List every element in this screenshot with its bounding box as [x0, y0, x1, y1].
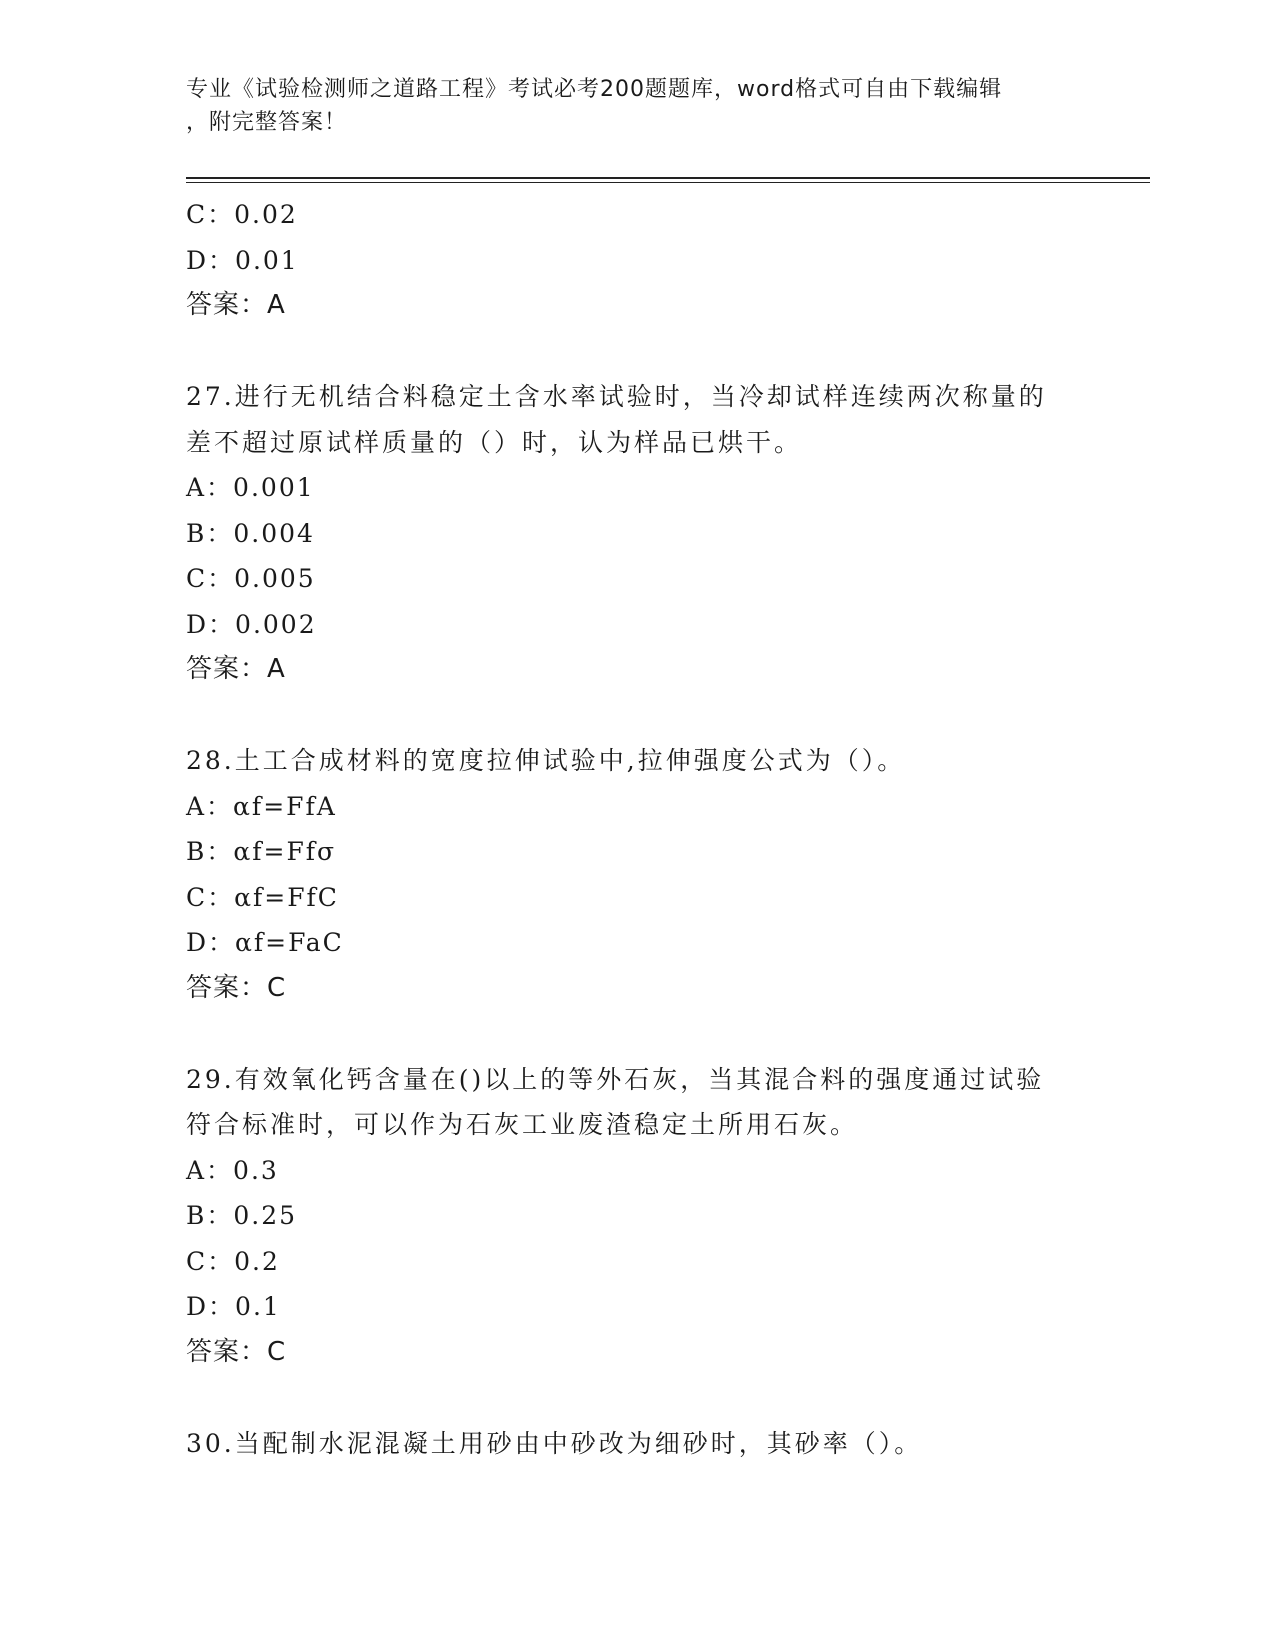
option-d: D：0.002 — [186, 609, 317, 639]
header-divider-thick — [186, 177, 1150, 179]
question-26-continued — [186, 192, 1086, 329]
question-30 — [186, 1421, 1086, 1467]
document-body — [186, 192, 1086, 1466]
option-c: C：0.2 — [186, 1246, 280, 1276]
spacer — [186, 1375, 1086, 1421]
option-a: A：αf=FfA — [186, 791, 337, 821]
option-c: C：0.02 — [186, 200, 298, 229]
answer-line: 答案：A — [186, 654, 286, 684]
option-d: D：0.1 — [186, 1292, 281, 1321]
question-stem-line: 29.有效氧化钙含量在()以上的等外石灰，当其混合料的强度通过试验 — [186, 1064, 1045, 1094]
question-29 — [186, 1057, 1086, 1376]
option-d: D：0.01 — [186, 245, 299, 275]
option-c: C：αf=FfC — [186, 882, 339, 912]
question-stem-line: 28.土工合成材料的宽度拉伸试验中,拉伸强度公式为（）。 — [186, 746, 906, 775]
option-a: A：0.3 — [186, 1155, 279, 1185]
answer-line: 答案：C — [186, 1336, 287, 1367]
option-b: B：0.25 — [186, 1201, 298, 1230]
question-stem-line: 30.当配制水泥混凝土用砂由中砂改为细砂时，其砂率（）。 — [186, 1428, 923, 1458]
header-divider-thin — [186, 182, 1150, 183]
question-stem-line: 符合标准时，可以作为石灰工业废渣稳定土所用石灰。 — [186, 1110, 859, 1139]
answer-line: 答案：C — [186, 972, 287, 1003]
spacer — [186, 693, 1086, 739]
option-d: D：αf=FaC — [186, 928, 344, 957]
header-line-1: 专业《试验检测师之道路工程》考试必考200题题库，word格式可自由下载编辑 — [186, 77, 1003, 102]
question-stem-line: 27.进行无机结合料稳定土含水率试验时，当冷却试样连续两次称量的 — [186, 382, 1047, 411]
option-c: C：0.005 — [186, 564, 316, 593]
header-line-2: ，附完整答案！ — [186, 110, 348, 135]
question-stem-line: 差不超过原试样质量的（）时，认为样品已烘干。 — [186, 427, 803, 457]
spacer — [186, 1011, 1086, 1057]
answer-line: 答案：A — [186, 290, 286, 320]
document-header — [186, 73, 1066, 139]
option-b: B：0.004 — [186, 518, 315, 548]
option-b: B：αf=Ffσ — [186, 837, 337, 866]
option-a: A：0.001 — [186, 473, 315, 502]
question-28 — [186, 738, 1086, 1011]
question-27 — [186, 374, 1086, 693]
spacer — [186, 329, 1086, 375]
